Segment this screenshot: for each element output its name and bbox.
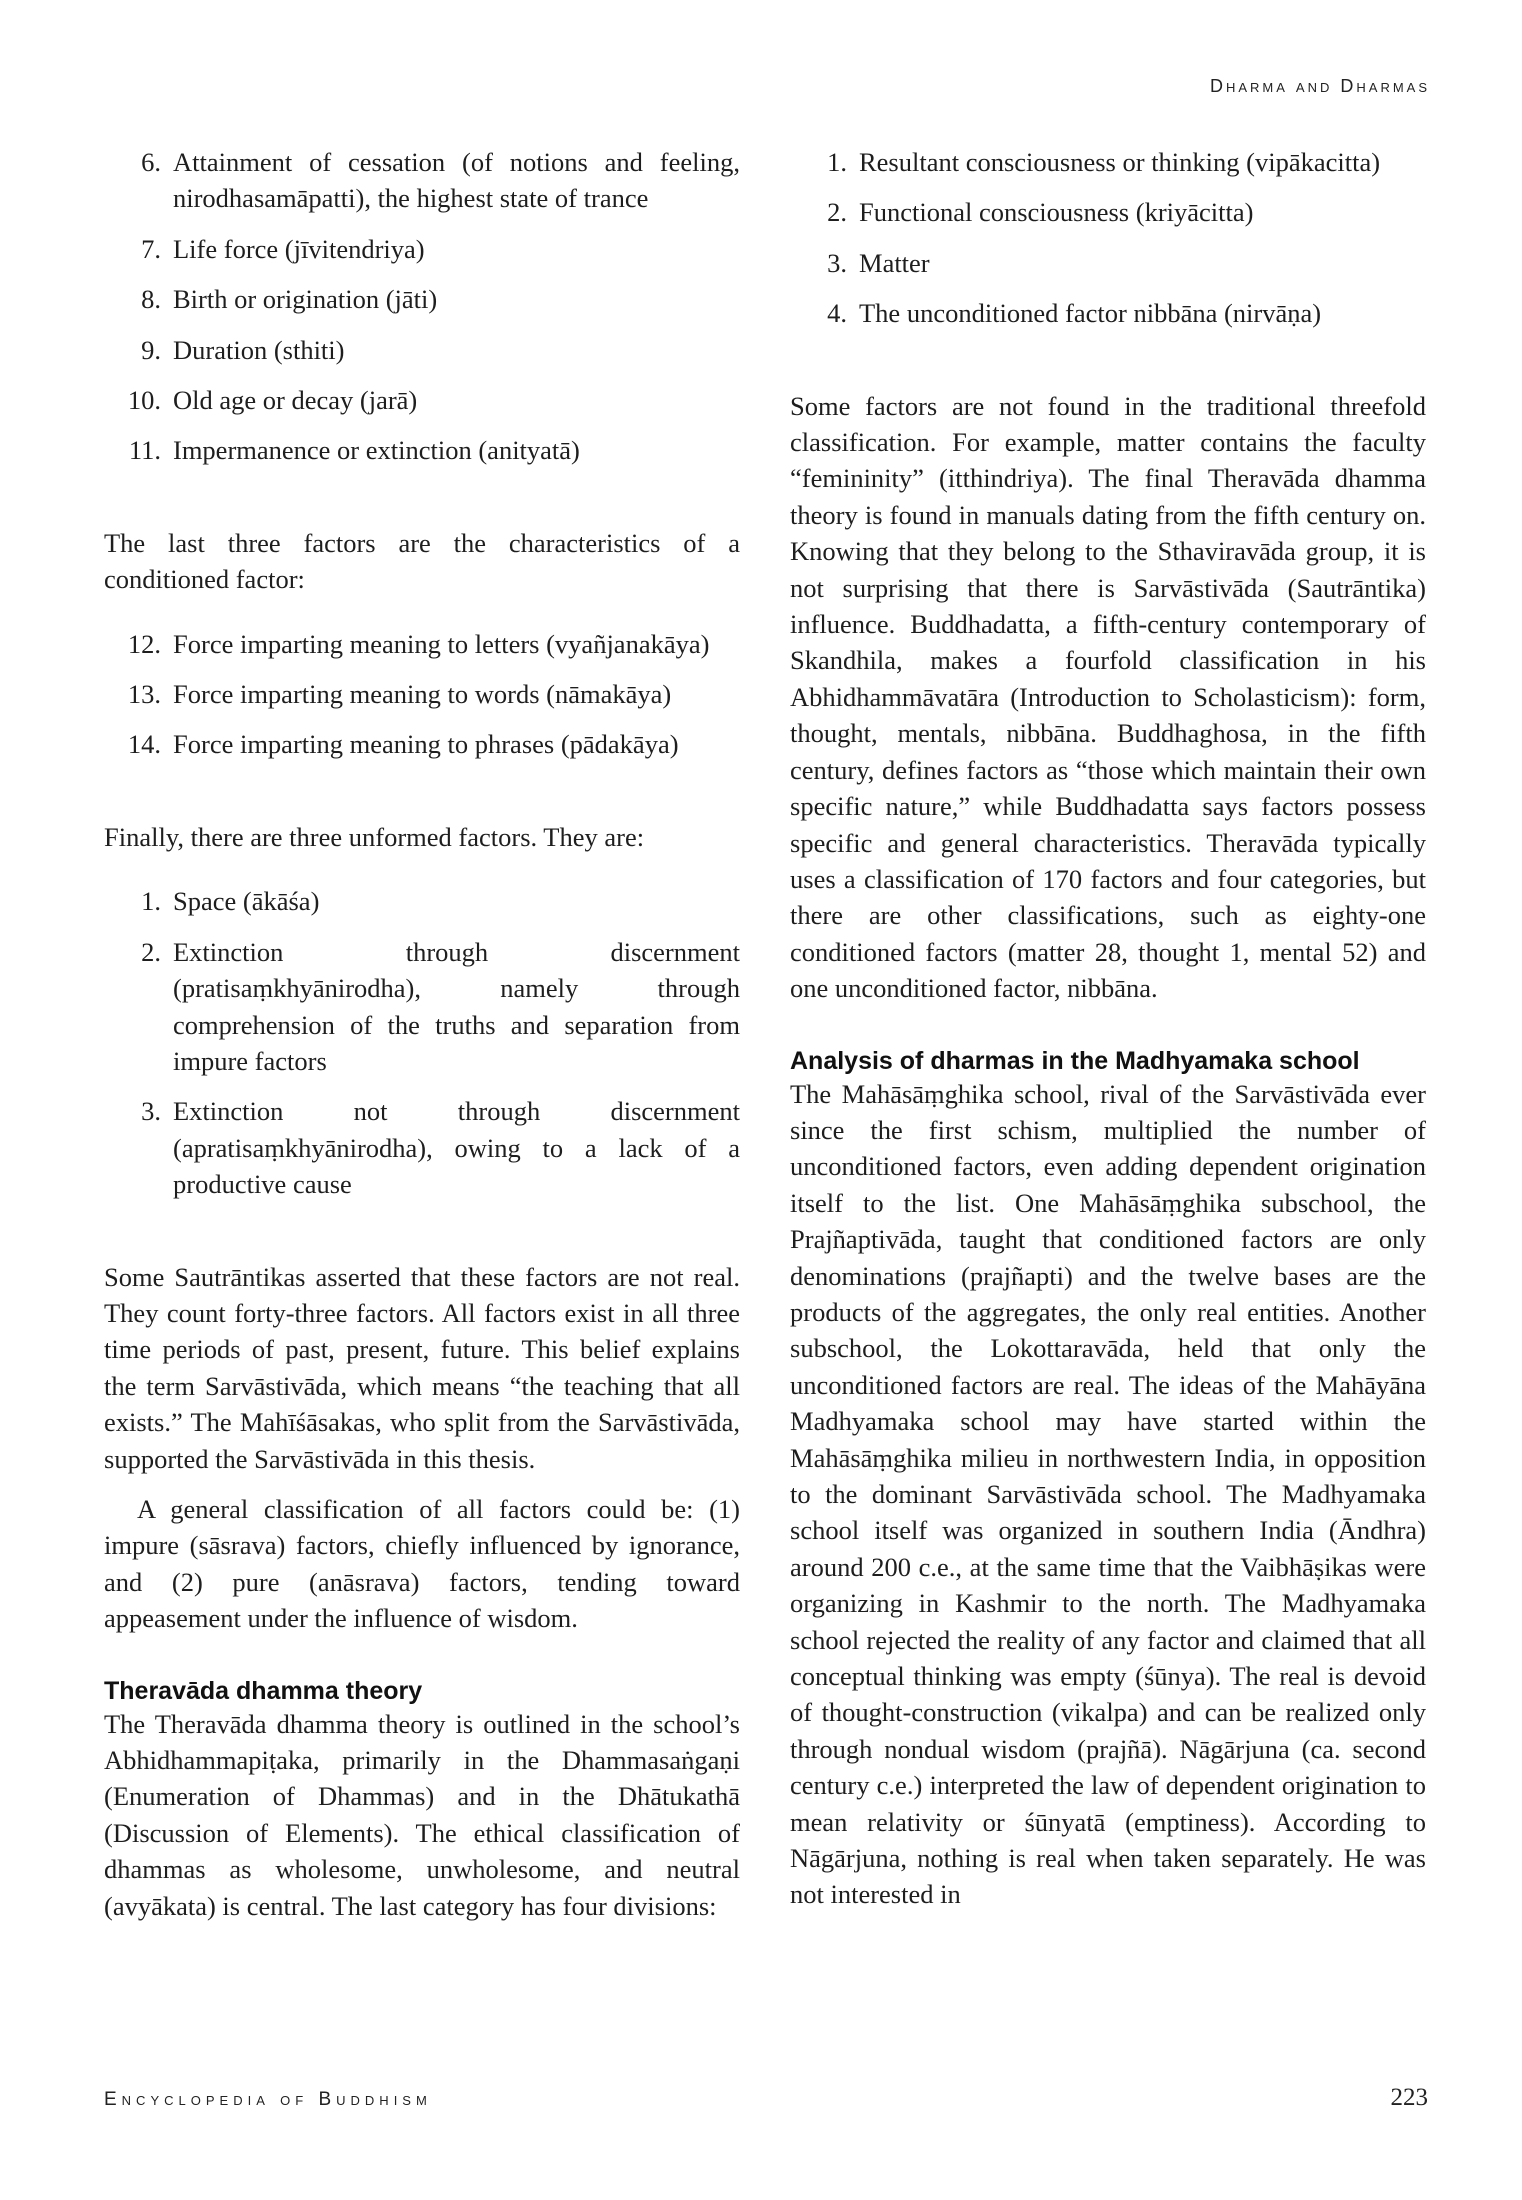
left-list-b <box>104 626 740 763</box>
body-paragraph: Some Sautrāntikas asserted that these factors are not real. They count forty-three factors. All factors exist in all three time periods of past, present, future. This belief explains the term Sarvāstivāda, which means “the teaching that all exists.” The Mahīśāsakas, who split from the Sarvāstivāda, supported the Sarvāstivāda in this thesis. <box>104 1261 740 1474</box>
list-item: 1. Resultant consciousness or thinking (vipākacitta) <box>827 147 1381 177</box>
body-paragraph: The Mahāsāṃghika school, rival of the Sarvāstivāda ever since the first schism, multiplied the number of unconditioned factors, even adding dependent origination itself to the list. One Mahāsāṃghika subschool, the Prajñaptivāda, taught that conditioned factors are only denominations (prajñapti) and the twelve bases are the products of the aggregates, the only real entities. Another subschool, the Lokottaravāda, held that only the unconditioned factors are real. The ideas of the Mahāyāna Madhyamaka school may have started within the Mahāsāṃghika milieu in northwestern India, in opposition to the dominant Sarvāstivāda school. The Madhyamaka school itself was organized in southern India (Āndhra) around 200 c.e., at the same time that the Vaibhāṣikas were organizing in Kashmir to the north. The Madhyamaka school rejected the reality of any factor and claimed that all conceptual thinking was empty (śūnya). The real is devoid of thought-construction (vikalpa) and can be realized only through nondual wisdom (prajñā). Nāgārjuna (ca. second century c.e.) interpreted the law of dependent origination to mean relativity or śūnyatā (emptiness). According to Nāgārjuna, nothing is real when taken separately. He was not interested in <box>790 1078 1426 1910</box>
list-item: 2. Functional consciousness (kriyācitta) <box>827 197 1254 228</box>
right-list <box>790 144 1426 332</box>
list-item: 1. Space (ākāśa) <box>141 886 320 917</box>
list-item: 6. Attainment of cessation (of notions and feeling, nirodhasamāpatti), the highest state of trance <box>141 147 740 214</box>
list-item: 12. Force imparting meaning to letters (vyañjanakāya) <box>127 628 710 659</box>
body-paragraph: The last three factors are the characteristics of a conditioned factor: <box>104 527 740 595</box>
list-item: 10. Old age or decay (jarā) <box>127 385 418 416</box>
list-item: 3. Extinction not through discernment (apratisaṃkhyānirodha), owing to a lack of a productive cause <box>141 1096 740 1200</box>
body-paragraph: The Theravāda dhamma theory is outlined in the school’s Abhidhammapiṭaka, primarily in the Dhammasaṅgaṇi (Enumeration of Dhammas) and in the Dhātukathā (Discussion of Elements). The ethical classification of dhammas as wholesome, unwholesome, and neutral (avyākata) is central. The last category has four divisions: <box>104 1708 740 1921</box>
section-heading: Analysis of dharmas in the Madhyamaka school <box>790 1046 1360 1075</box>
list-item: 8. Birth or origination (jāti) <box>141 284 438 315</box>
list-item: 14. Force imparting meaning to phrases (pādakāya) <box>127 729 679 760</box>
running-head: Dharma and Dharmas <box>1209 76 1430 96</box>
list-item: 11. Impermanence or extinction (anityatā) <box>128 435 580 466</box>
list-item: 2. Extinction through discernment (pratisaṃkhyānirodha), namely through comprehension of the truths and separation from impure factors <box>141 936 740 1076</box>
book-title: Encyclopedia of Buddhism <box>104 2089 432 2110</box>
body-paragraph: Some factors are not found in the traditional threefold classification. For example, matter contains the faculty “femininity” (itthindriya). The final Theravāda dhamma theory is found in manuals dating from the fifth century on. Knowing that they belong to the Sthaviravāda group, it is not surprising that there is Sarvāstivāda (Sautrāntika) influence. Buddhadatta, a fifth-century contemporary of Skandhila, makes a fourfold classification in his Abhidhammāvatāra (Introduction to Scholasticism): form, thought, mentals, nibbāna. Buddhaghosa, in the fifth century, defines factors as “those which maintain their own specific nature,” while Buddhadatta says factors possess specific and general characteristics. Theravāda typically uses a classification of 170 factors and four categories, but there are other classifications, such as eighty-one conditioned factors (matter 28, thought 1, mental 52) and one unconditioned factor, nibbāna. <box>790 390 1426 1004</box>
list-item: 13. Force imparting meaning to words (nāmakāya) <box>127 679 672 710</box>
body-paragraph: Finally, there are three unformed factors. They are: <box>104 821 645 852</box>
list-item: 4. The unconditioned factor nibbāna (nirvāṇa) <box>827 298 1322 329</box>
section-heading: Theravāda dhamma theory <box>104 1676 423 1705</box>
list-item: 7. Life force (jīvitendriya) <box>141 233 425 264</box>
left-list-a <box>104 144 740 469</box>
right-column <box>790 144 1426 1913</box>
body-paragraph: A general classification of all factors could be: (1) impure (sāsrava) factors, chiefly influenced by ignorance, and (2) pure (anāsrava) factors, tending toward appeasement under the influence of wisdom. <box>104 1493 740 1634</box>
left-list-c <box>104 883 740 1202</box>
list-item: 9. Duration (sthiti) <box>141 334 345 365</box>
left-column <box>104 144 740 1924</box>
list-item: 3. Matter <box>827 247 930 278</box>
page-number: 223 <box>1390 2084 1428 2111</box>
